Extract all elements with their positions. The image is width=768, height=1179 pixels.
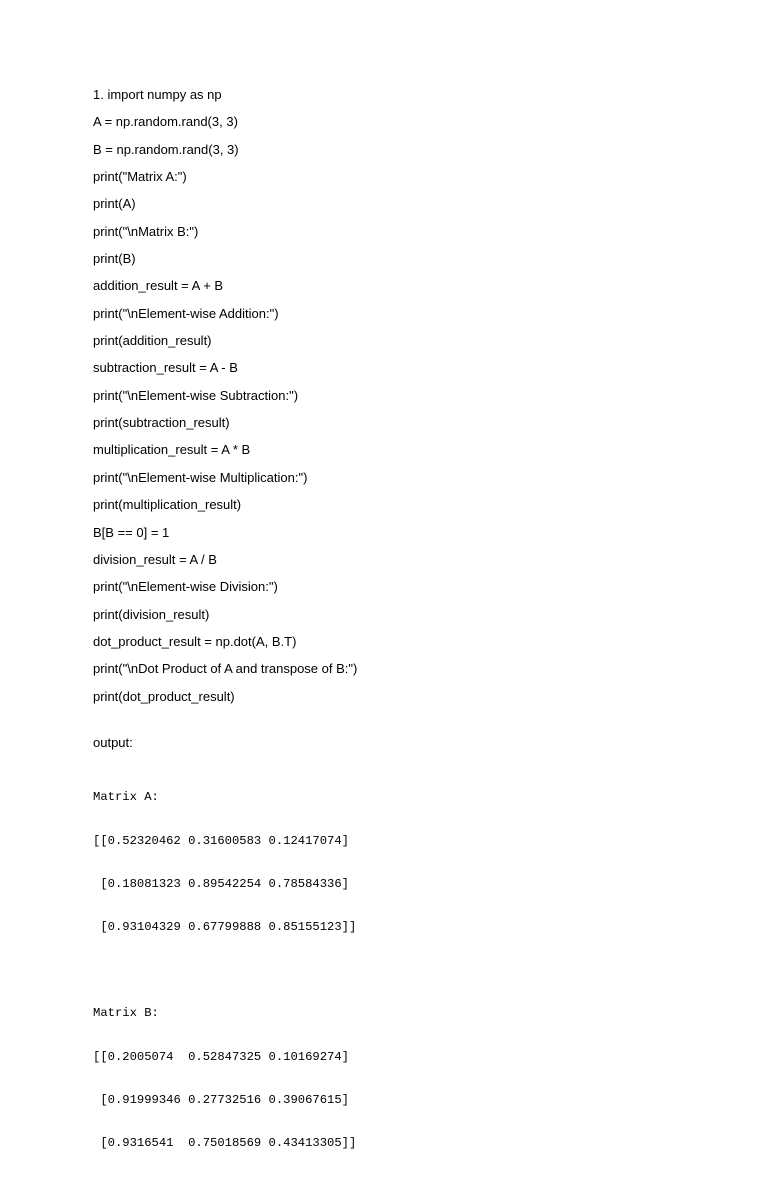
code-listing	[93, 86, 713, 706]
document-page	[93, 86, 713, 1179]
code-line: A = np.random.rand(3, 3)	[93, 114, 238, 130]
code-line: print(subtraction_result)	[93, 415, 230, 431]
matrix-b-title: Matrix B:	[93, 1006, 159, 1021]
code-line: print("\nElement-wise Subtraction:")	[93, 387, 299, 403]
matrix-b-row: [0.91999346 0.27732516 0.39067615]	[93, 1092, 349, 1107]
code-line: B = np.random.rand(3, 3)	[93, 141, 239, 157]
code-line: print("\nMatrix B:")	[93, 223, 199, 239]
code-line: print(division_result)	[93, 606, 210, 622]
code-line: 1. import numpy as np	[93, 87, 222, 102]
code-line: print("\nElement-wise Multiplication:")	[93, 469, 308, 485]
matrix-a-title: Matrix A:	[93, 790, 159, 805]
code-line: addition_result = A + B	[93, 278, 224, 294]
console-output	[93, 762, 713, 1179]
code-line: print("\nElement-wise Division:")	[93, 579, 278, 595]
code-line: print(addition_result)	[93, 333, 212, 349]
matrix-b-row: [[0.2005074 0.52847325 0.10169274]	[93, 1049, 349, 1064]
matrix-a-row: [[0.52320462 0.31600583 0.12417074]	[93, 833, 349, 848]
output-label: output:	[93, 734, 133, 750]
code-line: multiplication_result = A * B	[93, 442, 251, 458]
blank-line	[93, 963, 713, 977]
code-line: print(B)	[93, 251, 136, 267]
code-line: dot_product_result = np.dot(A, B.T)	[93, 633, 297, 649]
code-line: print("Matrix A:")	[93, 169, 187, 185]
code-line: B[B == 0] = 1	[93, 524, 170, 540]
matrix-a-row: [0.93104329 0.67799888 0.85155123]]	[93, 919, 357, 934]
code-line: print(multiplication_result)	[93, 497, 242, 513]
code-line: division_result = A / B	[93, 551, 217, 567]
code-line: print("\nElement-wise Addition:")	[93, 305, 279, 321]
code-line: subtraction_result = A - B	[93, 360, 238, 376]
matrix-b-row: [0.9316541 0.75018569 0.43413305]]	[93, 1136, 357, 1150]
code-line: print(A)	[93, 196, 136, 212]
matrix-a-row: [0.18081323 0.89542254 0.78584336]	[93, 876, 349, 891]
code-line: print("\nDot Product of A and transpose of B:")	[93, 661, 358, 677]
code-line: print(dot_product_result)	[93, 688, 235, 704]
